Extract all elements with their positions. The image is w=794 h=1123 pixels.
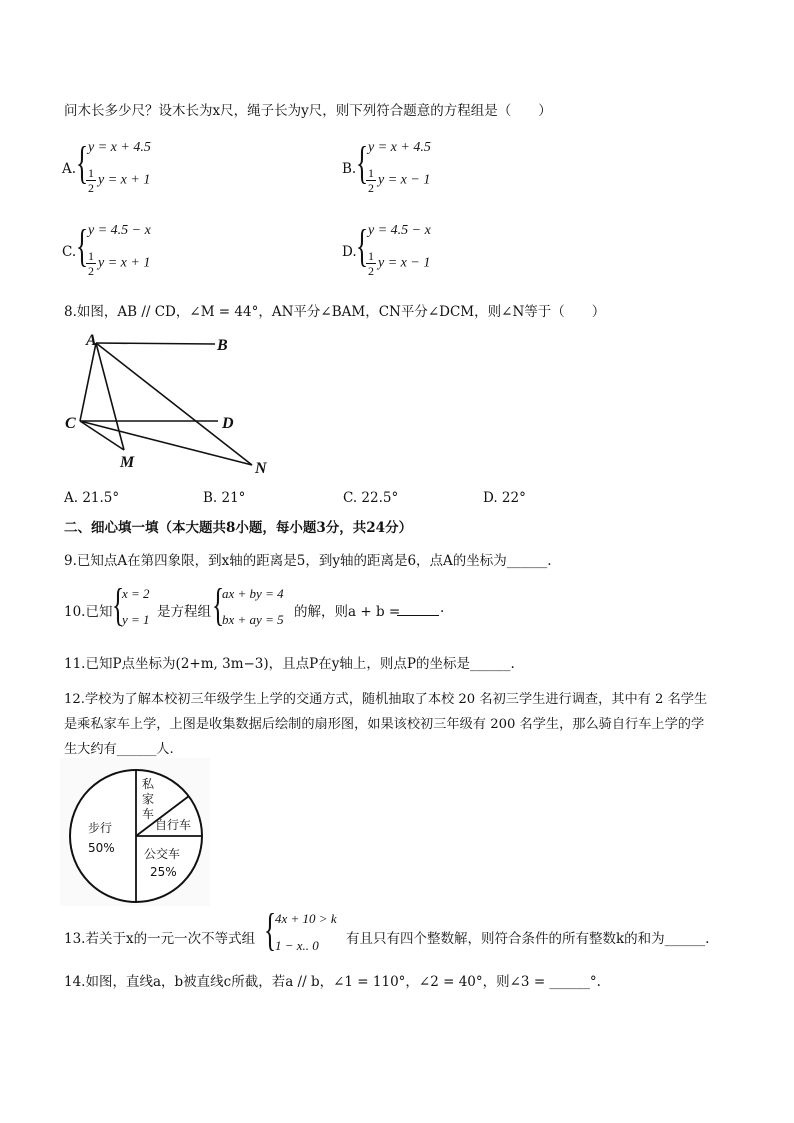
point-label-d: D <box>222 415 234 432</box>
inequality-line-2: 1 − x.. 0 <box>275 938 319 953</box>
system1-line-2: y = 1 <box>122 612 150 627</box>
brace: { <box>212 579 225 630</box>
q8-geometry-figure <box>60 330 280 480</box>
system2-line-1: ax + by = 4 <box>222 586 284 601</box>
q8-option-b: B. 21° <box>203 490 246 506</box>
q12-line-3: 生大约有______人. <box>64 742 174 757</box>
q12-line-2: 是乘私家车上学，上图是收集数据后绘制的扇形图，如果该校初三年级有 200 名学生，那么骑自行车上学的学 <box>64 717 705 732</box>
q13-prefix: 13.若关于x的一元一次不等式组 <box>64 931 256 947</box>
car-label-char-1: 私 <box>142 777 155 791</box>
q8-option-d: D. 22° <box>483 490 526 506</box>
q12-pie-chart <box>60 758 210 906</box>
q8-stem: 8.如图，AB // CD，∠M = 44°，AN平分∠BAM，CN平分∠DCM，则∠N等于（ ） <box>64 304 606 320</box>
point-label-m: M <box>120 454 135 471</box>
option-label: D. <box>342 244 357 260</box>
bus-percent: 25% <box>150 865 177 879</box>
q13-suffix: 有且只有四个整数解，则符合条件的所有整数k的和为______. <box>346 931 710 947</box>
brace: { <box>264 904 277 955</box>
point-label-c: C <box>65 415 76 432</box>
q10-middle: 是方程组 <box>157 604 211 620</box>
walk-label: 步行 <box>88 821 113 835</box>
equation-line-2: $\frac{1}{2}$ y = x − 1 <box>368 249 431 278</box>
bus-label: 公交车 <box>144 847 181 861</box>
option-label: C. <box>62 244 77 260</box>
point-label-a: A <box>86 332 97 349</box>
q8-option-a: A. 21.5° <box>64 490 120 506</box>
brace: { <box>356 137 369 188</box>
equation-line-2: $\frac{1}{2}$ y = x − 1 <box>368 166 431 195</box>
option-label: B. <box>342 161 357 177</box>
q12-line-1: 12.学校为了解本校初三年级学生上学的交通方式，随机抽取了本校 20 名初三学生进行调查，其中有 2 名学生 <box>64 692 708 707</box>
car-label-char-2: 家 <box>142 792 155 806</box>
walk-percent: 50% <box>88 841 115 855</box>
q11-text: 11.已知P点坐标为(2+m, 3m−3)，且点P在y轴上，则点P的坐标是______. <box>64 656 515 672</box>
q14-text: 14.如图，直线a，b被直线c所截，若a // b，∠1 = 110°，∠2 = 40°，则∠3 = ______°. <box>64 974 601 990</box>
q7-stem: 问木长多少尺？设木长为x尺，绳子长为y尺，则下列符合题意的方程组是（ ） <box>64 103 552 119</box>
car-label-char-3: 车 <box>142 807 155 821</box>
option-label: A. <box>62 161 77 177</box>
brace: { <box>76 137 89 188</box>
equation-line-1: y = 4.5 − x <box>88 223 151 238</box>
q10-suffix: 的解，则a + b = <box>294 604 401 620</box>
brace: { <box>356 220 369 271</box>
equation-line-2: $\frac{1}{2}$ y = x + 1 <box>88 249 151 278</box>
equation-line-2: $\frac{1}{2}$ y = x + 1 <box>88 166 151 195</box>
q9-text: 9.已知点A在第四象限，到x轴的距离是5，到y轴的距离是6，点A的坐标为______. <box>64 553 552 569</box>
q8-option-c: C. 22.5° <box>343 490 399 506</box>
equation-line-1: y = x + 4.5 <box>88 140 151 155</box>
q10-end: . <box>440 600 445 616</box>
system1-line-1: x = 2 <box>122 586 150 601</box>
equation-line-1: y = 4.5 − x <box>368 223 431 238</box>
point-label-b: B <box>217 337 228 354</box>
inequality-line-1: 4x + 10 > k <box>275 911 337 926</box>
brace: { <box>76 220 89 271</box>
system2-line-2: bx + ay = 5 <box>222 612 284 627</box>
answer-blank <box>397 603 439 616</box>
bike-label: 自行车 <box>155 818 192 832</box>
equation-line-1: y = x + 4.5 <box>368 140 431 155</box>
q10-prefix: 10.已知 <box>64 604 113 620</box>
section-heading: 二、细心填一填（本大题共8小题，每小题3分，共24分） <box>64 520 413 536</box>
point-label-n: N <box>255 460 267 477</box>
brace: { <box>112 579 125 630</box>
